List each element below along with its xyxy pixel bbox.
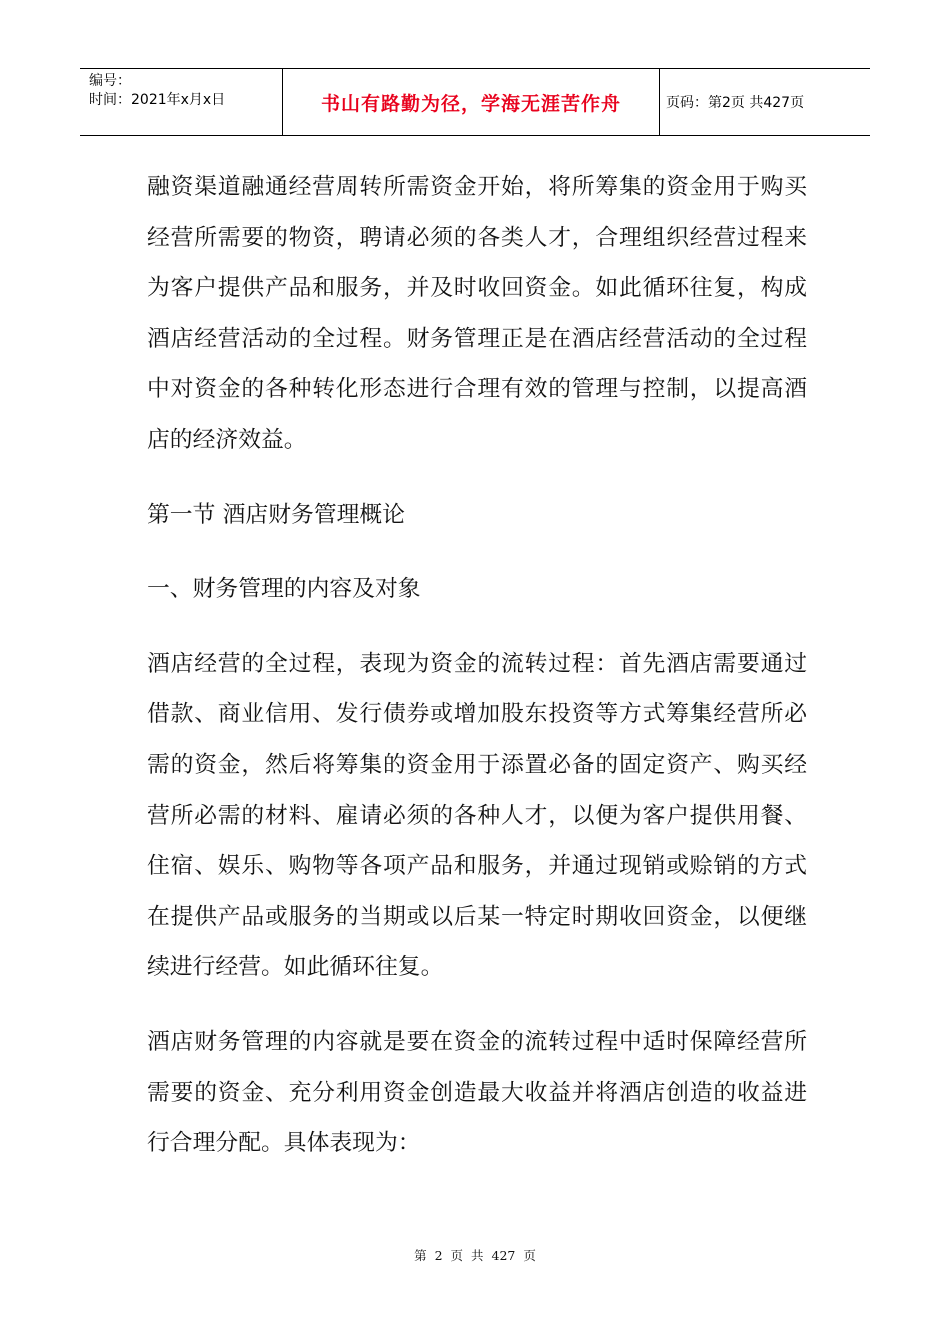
section-title: 第一节 酒店财务管理概论 <box>147 501 406 528</box>
document-time-label: 时间：2021年x月x日 <box>89 92 226 108</box>
spacer <box>147 993 807 1017</box>
spacer <box>147 466 807 490</box>
spacer <box>147 615 807 639</box>
header-motto: 书山有路勤为径，学海无涯苦作舟 <box>282 69 660 135</box>
page-footer: 第 2 页 共 427 页 <box>414 1248 536 1263</box>
header-page-label: 页码：第2页 共427页 <box>666 95 805 111</box>
subsection-title: 一、财务管理的内容及对象 <box>147 576 421 603</box>
intro-paragraph: 融资渠道融通经营周转所需资金开始，将所筹集的资金用于购买经营所需要的物资，聘请必须的各类人才，合理组织经营过程来为客户提供产品和服务，并及时收回资金。如此循环往复，构成酒店经营活动的全过程。财务管理正是在酒店经营活动的全过程中对资金的各种转化形态进行合理有效的管理与控制，以提高酒店的经济效益。 <box>147 174 807 453</box>
header-meta <box>80 69 282 135</box>
document-body <box>147 162 807 1169</box>
paragraph-2: 酒店经营的全过程，表现为资金的流转过程：首先酒店需要通过借款、商业信用、发行债券或增加股东投资等方式筹集经营所必需的资金，然后将筹集的资金用于添置必备的固定资产、购买经营所必需的材料、雇请必须的各种人才，以便为客户提供用餐、住宿、娱乐、购物等各项产品和服务，并通过现销或赊销的方式在提供产品或服务的当期或以后某一特定时期收回资金，以便继续进行经营。如此循环往复。 <box>147 650 807 981</box>
document-number-label: 编号： <box>89 73 131 89</box>
spacer <box>147 540 807 564</box>
page-header <box>80 68 870 136</box>
paragraph-3: 酒店财务管理的内容就是要在资金的流转过程中适时保障经营所需要的资金、充分利用资金创造最大收益并将酒店创造的收益进行合理分配。具体表现为： <box>147 1028 807 1157</box>
